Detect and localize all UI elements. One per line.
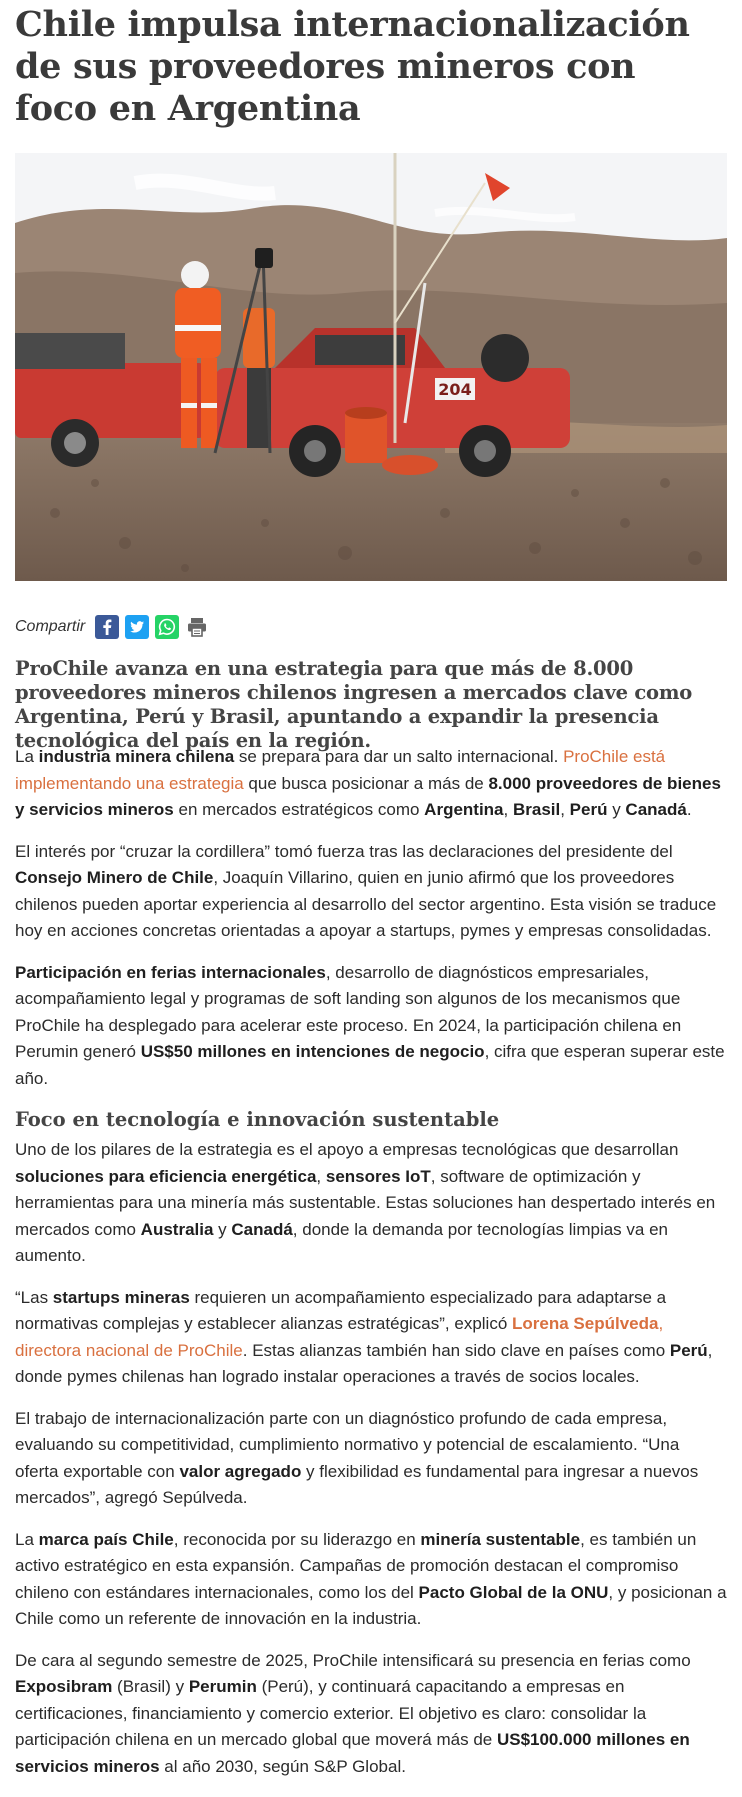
hero-image [15,153,727,581]
paragraph-8: De cara al segundo semestre de 2025, ProChile intensificará su presencia en ferias como Exposibram (Brasil) y Perumin (Perú), y continuará capacitando a empresas en certificaciones, financiamiento y comercio exterior. El objetivo es claro: consolidar la participación chilena en un mercado global que moverá más de US$100.000 millones en servicios mineros al año 2030, según S&P Global. [15,1650,691,1776]
paragraph-2: El interés por “cruzar la cordillera” tomó fuerza tras las declaraciones del presidente del Consejo Minero de Chile, Joaquín Villarino, quien en junio afirmó que los proveedores chilenos pueden aportar experiencia al desarrollo del sector argentino. Esta visión se traduce hoy en acciones concretas orientadas a apoyar a startups, pymes y empresas consolidadas. [15,841,717,940]
truck-number: 204 [438,380,472,399]
print-icon[interactable] [185,615,209,639]
paragraph-7: La marca país Chile, reconocida por su liderazgo en minería sustentable, es también un activo estratégico en esta expansión. Campañas de promoción destacan el compromiso chileno con estándares internacionales, como los del Pacto Global de la ONU, y posicionan a Chile como un referente de innovación en la industria. [15,1529,727,1628]
article-body [15,744,727,1795]
lorena-sepulveda-link[interactable]: Lorena Sepúlveda [512,1314,659,1333]
paragraph-1: La industria minera chilena se prepara para dar un salto internacional. ProChile está implementando una estrategia que busca posicionar a más de 8.000 proveedores de bienes y servicios mineros en mercados estratégicos como Argentina, Brasil, Perú y Canadá. [15,747,721,819]
share-label: Compartir [15,618,86,635]
prochile-strategy-link[interactable]: ProChile está implementando una estrategia [15,747,666,793]
twitter-icon[interactable] [125,615,149,639]
article-lead: ProChile avanza en una estrategia para que más de 8.000 proveedores mineros chilenos ingresen a mercados clave como Argentina, Perú y Brasil, apuntando a expandir la presencia tecnológica del país en la región. [15,657,693,752]
paragraph-6: El trabajo de internacionalización parte con un diagnóstico profundo de cada empresa, evaluando su competitividad, cumplimiento normativo y potencial de escalamiento. “Una oferta exportable con valor agregado y flexibilidad es fundamental para ingresar a nuevos mercados”, agregó Sepúlveda. [15,1408,699,1507]
directora-prochile-link[interactable]: , directora nacional de ProChile [15,1314,664,1360]
article [15,0,727,1776]
facebook-icon[interactable] [95,615,119,639]
share-bar [15,612,209,642]
paragraph-3: Participación en ferias internacionales, desarrollo de diagnósticos empresariales, acompañamiento legal y programas de soft landing son algunos de los mecanismos que ProChile ha desplegado para acelerar este proceso. En 2024, la participación chilena en Perumin generó US$50 millones en intenciones de negocio, cifra que esperan superar este año. [15,962,725,1088]
section-heading: Foco en tecnología e innovación sustentable [15,1108,500,1131]
paragraph-4: Uno de los pilares de la estrategia es el apoyo a empresas tecnológicas que desarrollan soluciones para eficiencia energética, sensores IoT, software de optimización y herramientas para una minería más sustentable. Estas soluciones han despertado interés en mercados como Australia y Canadá, donde la demanda por tecnologías limpias va en aumento. [15,1140,716,1265]
paragraph-5: “Las startups mineras requieren un acompañamiento especializado para adaptarse a normativas complejas y establecer alianzas estratégicas”, explicó Lorena Sepúlveda, directora nacional de ProChile. Estas alianzas también han sido clave en países como Perú, donde pymes chilenas han logrado instalar operaciones a través de socios locales. [15,1287,713,1386]
whatsapp-icon[interactable] [155,615,179,639]
article-title: Chile impulsa internacionalización de sus proveedores mineros con foco en Argentina [15,4,690,129]
